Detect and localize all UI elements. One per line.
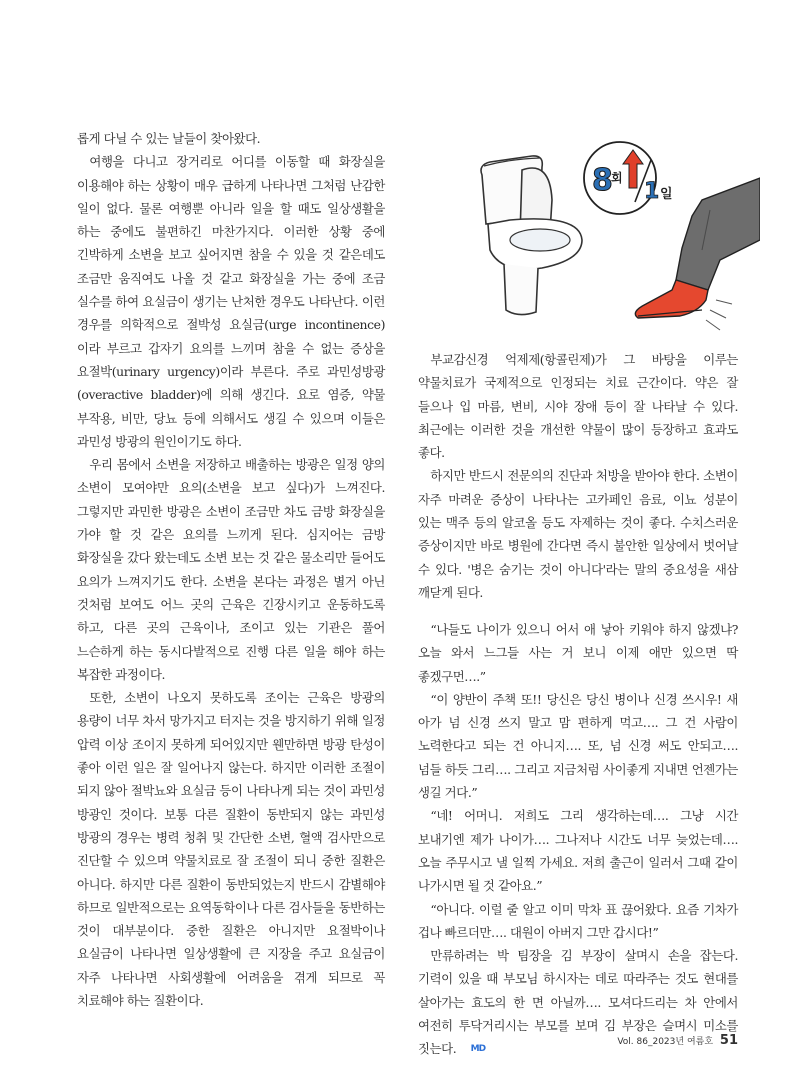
motion-lines: [706, 300, 732, 330]
end-mark-icon: MD: [470, 1044, 486, 1055]
paragraph: 만류하려는 박 팀장을 김 부장이 살며시 손을 잡는다. 기력이 있을 때 부모님 하시자는 데로 따라주는 것도 현대를 살아가는 효도의 한 면 아닐까…. 모셔다드리는 차 안에서 여전히 투닥거리시는 부모를 보며 김 부장은 슬며시 미소를 짓는다. MD: [418, 944, 738, 1061]
toilet-illustration: [470, 140, 760, 340]
paragraph: 하지만 반드시 전문의의 진단과 처방을 받아야 한다. 소변이 자주 마려운 증상이 나타나는 고카페인 음료, 이뇨 성분이 있는 맥주 등의 알코올 등도 자제하는 것이 좋다. 수치스러운 증상이지만 바로 병원에 간다면 즉시 불안한 일상에서 벗어날 수 있다. '병은 숨기는 것이 아니다'라는 말의 중요성을 새삼 깨닫게 된다.: [418, 468, 738, 600]
paragraph: 부교감신경 억제제(항콜린제)가 그 바탕을 이루는 약물치료가 국제적으로 인정되는 치료 근간이다. 약은 잘 들으나 입 마름, 변비, 시야 장애 등이 잘 나타날 수 있다. 최근에는 이러한 것을 개선한 약물이 많이 등장하고 효과도 좋다.: [418, 352, 738, 461]
left-column: [77, 127, 385, 1012]
badge-unit-top: 회: [611, 171, 623, 185]
trouser-leg: [676, 178, 760, 290]
paragraph: “나들도 나이가 있으니 어서 애 낳아 키워야 하지 않겠냐? 오늘 와서 느그들 사는 거 보니 이제 애만 있으면 딱 좋겠구먼….”: [418, 622, 738, 684]
right-column-top: [418, 348, 738, 604]
paragraph: 여행을 다니고 장거리로 어디를 이동할 때 화장실을 이용해야 하는 상황이 매우 급하게 나타나면 그처럼 난감한 일이 없다. 물론 여행뿐 아니라 일을 할 때도 일상생활을 하는 중에도 불편하긴 마찬가지다. 이러한 상황 중에 긴박하게 소변을 보고 싶어지면 참을 수 있을 것 같은데도 조금만 움직여도 나올 것 같고 화장실을 가는 중에 조금 실수를 하여 요실금이 생기는 난처한 경우도 나타난다. 이런 경우를 의학적으로 절박성 요실금(urge incontinence)이라 부르고 갑자기 요의를 느끼며 참을 수 없는 증상을 요절박(urinary urgency)이라 부른다. 주로 과민성방광(overactive bladder)에 의해 생긴다. 요로 염증, 약물 부작용, 비만, 당뇨 등에 의해서도 생길 수 있으며 이들은 과민성 방광의 원인이기도 하다.: [77, 154, 385, 449]
issue-label: Vol. 86_2023년 여름호: [617, 1037, 714, 1047]
badge-count-top: 8: [592, 163, 613, 198]
paragraph: 또한, 소변이 나오지 못하도록 조이는 근육은 방광의 용량이 너무 차서 망가지고 터지는 것을 방지하기 위해 일정 압력 이상 조이지 못하게 되어있지만 웬만하면 방광 탄성이 좋아 이런 일은 잘 일어나지 않는다. 하지만 이러한 조절이 되지 않아 절박뇨와 요실금 등이 나타나게 되는 것이 과민성 방광인 것이다. 보통 다른 질환이 동반되지 않는 과민성 방광의 경우는 병력 청취 및 간단한 소변, 혈액 검사만으로 진단할 수 있으며 약물치료로 잘 조절이 되니 중한 질환은 아니다. 하지만 다른 질환이 동반되었는지 반드시 감별해야 하므로 일반적으로는 요역동학이나 다른 검사들을 동반하는 것이 대부분이다. 중한 질환은 아니지만 요절박이나 요실금이 나타나면 일상생활에 큰 지장을 주고 요실금이 자주 나타나면 사회생활에 어려움을 겪게 되므로 꼭 치료해야 하는 질환이다.: [77, 690, 385, 1008]
paragraph: 롭게 다닐 수 있는 날들이 찾아왔다.: [77, 131, 261, 146]
paragraph: “이 양반이 주책 또!! 당신은 당신 병이나 신경 쓰시우! 새 아가 넘 신경 쓰지 말고 맘 편하게 먹고…. 그 건 사람이 노력한다고 되는 건 아니지…. 또, 넘 신경 써도 안되고…. 넘들 하듯 그리…. 그리고 지금처럼 사이좋게 지내면 언젠가는 생길 거다.”: [418, 691, 738, 801]
page-footer: [617, 1033, 738, 1048]
paragraph: 우리 몸에서 소변을 저장하고 배출하는 방광은 일정 양의 소변이 모여야만 요의(소변을 보고 싶다)가 느껴진다. 그렇지만 과민한 방광은 소변이 조금만 차도 금방 화장실을 가야 할 것 같은 요의를 느끼게 된다. 심지어는 금방 화장실을 갔다 왔는데도 소변 보는 것 같은 물소리만 들어도 요의가 느껴지기도 한다. 소변을 본다는 과정은 별거 아닌 것처럼 보여도 어느 곳의 근육은 긴장시키고 운동하도록 하고, 다른 곳의 근육이나, 조이고 있는 기관은 풀어 느슨하게 하는 동시다발적으로 진행 다른 일을 해야 하는 복잡한 과정이다.: [77, 457, 385, 682]
toilet-base: [504, 264, 538, 315]
right-column-dialog: [418, 618, 738, 1061]
page-number: 51: [719, 1033, 738, 1048]
badge-count-bottom: 1: [644, 179, 660, 204]
paragraph: “네! 어머니. 저희도 그리 생각하는데…. 그냥 시간 보내기엔 제가 나이가…. 그나저나 시간도 너무 늦었는데…. 오늘 주무시고 낼 일찍 가세요. 저희 출근이 일러서 그때 같이 나가시면 될 것 같아요.”: [418, 808, 738, 894]
paragraph: “아니다. 이럴 줄 알고 이미 막차 표 끊어왔다. 요즘 기차가 겁나 빠르더만…. 대원이 아버지 그만 갑시다!”: [418, 901, 738, 940]
toilet-illustration-svg: [470, 140, 760, 340]
badge-unit-bottom: 일: [660, 187, 673, 202]
